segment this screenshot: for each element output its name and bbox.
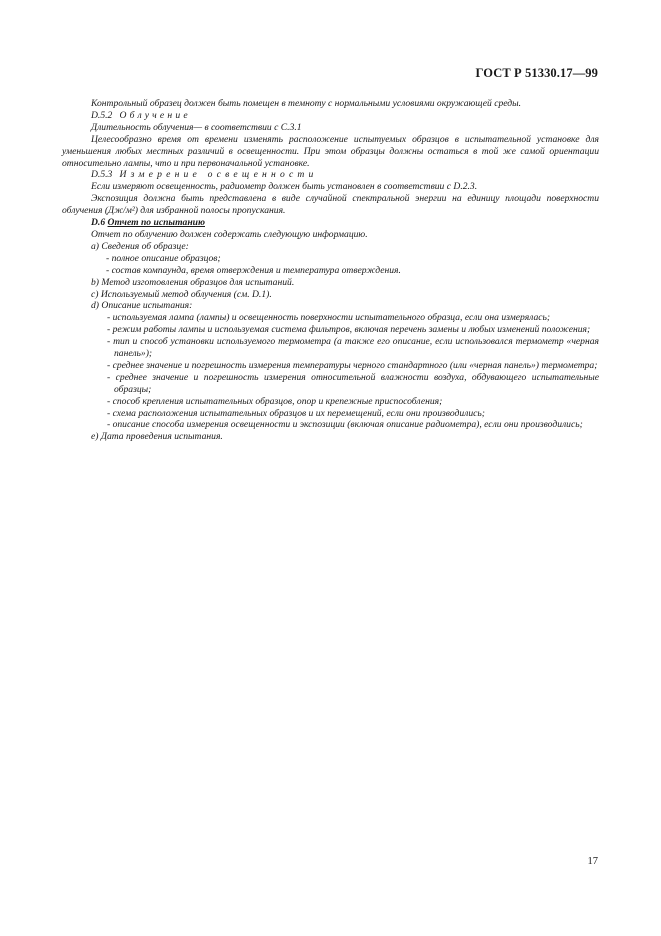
list-item-e: e) Дата проведения испытания. xyxy=(91,431,223,443)
list-item-b: b) Метод изготовления образцов для испытаний. xyxy=(91,276,295,288)
document-body xyxy=(62,98,599,443)
list-subitem: - тип и способ установки используемого термометра (а также его описание, если использовался термометр «черная панель»); xyxy=(107,336,599,360)
list-subitem: - среднее значение и погрешность измерения относительной влажности воздуха, обдувающего испытательные образцы; xyxy=(107,371,599,395)
paragraph-exposure-representation: Экспозиция должна быть представлена в виде случайной спектральной энергии на единицу площади поверхности облучения (Дж/м²) для избранной полосы пропускания. xyxy=(62,193,599,217)
list-subitem: - состав компаунда, время отверждения и температура отверждения. xyxy=(106,264,401,276)
paragraph-exposure-duration: Длительность облучения— в соответствии с С.3.1 xyxy=(91,121,302,133)
list-item-d: d) Описание испытания: xyxy=(91,300,193,312)
section-title: Облучение xyxy=(119,109,191,121)
section-heading-d52 xyxy=(62,110,599,122)
section-title: Измерение освещенности xyxy=(119,169,318,181)
section-heading-d53 xyxy=(62,169,599,181)
list-subitem: - используемая лампа (лампы) и освещенность поверхности испытательного образца, если она измерялась; xyxy=(107,312,551,324)
section-heading-d6 xyxy=(62,217,599,229)
list-item-c: c) Используемый метод облучения (см. D.1). xyxy=(91,288,272,300)
document-code-header: ГОСТ Р 51330.17—99 xyxy=(475,66,598,80)
paragraph-sample-rearrangement: Целесообразно время от времени изменять расположение испытуемых образцов в испытательной установке для уменьшения любых местных различий в освещенности. При этом образцы должны остаться в той же самой ориентации относительно лампы, что и при первоначальной установке. xyxy=(62,133,599,169)
paragraph-report-intro: Отчет по облучению должен содержать следующую информацию. xyxy=(91,228,368,240)
section-number: D.6 xyxy=(91,217,106,229)
list-subitem: - полное описание образцов; xyxy=(106,252,221,264)
list-subitem: - среднее значение и погрешность измерения температуры черного стандартного (или «черная панель») термометра; xyxy=(107,359,598,371)
list-subitem: - режим работы лампы и используемая система фильтров, включая перечень замены и любых изменений положения; xyxy=(107,324,591,336)
section-title: Отчет по испытанию xyxy=(107,217,205,229)
list-subitem: - описание способа измерения освещенности и экспозиции (включая описание радиометра), если они производились; xyxy=(107,419,583,431)
paragraph-radiometer: Если измеряют освещенность, радиометр должен быть установлен в соответствии с D.2.3. xyxy=(91,181,478,193)
page-number: 17 xyxy=(587,856,598,867)
list-subitem: - способ крепления испытательных образцов, опор и крепежные приспособления; xyxy=(107,395,443,407)
list-subitem: - схема расположения испытательных образцов и их перемещений, если они производились; xyxy=(107,407,485,419)
list-item-a: a) Сведения об образце: xyxy=(91,240,189,252)
section-number: D.5.3 xyxy=(91,169,113,181)
section-number: D.5.2 xyxy=(91,109,113,121)
paragraph-control-sample: Контрольный образец должен быть помещен в темноту с нормальными условиями окружающей среды. xyxy=(91,98,522,109)
